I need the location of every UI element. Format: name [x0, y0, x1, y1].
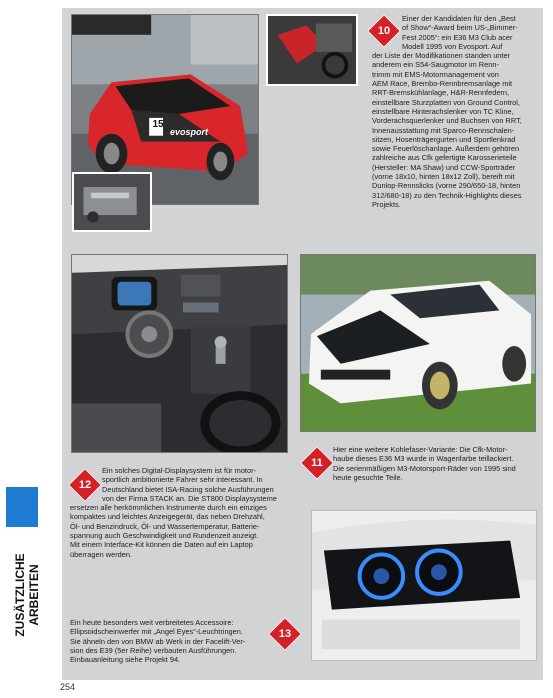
brand-decal: evosport	[170, 127, 209, 137]
caption-12: Ein solches Digital-Displaysystem ist für motor- sportlich ambitionierte Fahrer sehr interessant. In Deutschland bietet ISA-Racing solche Ausführungen von der Firma STACK an. Die ST800 Displaysysteme ersetzen alle herkömmlichen Instrumente durch ein einziges kompaktes und leichtes Anzeigegerät, das neben Drehzahl, Öl- und Benzindruck, Öl- und Wassertemperatur, Batterie- spannung auch Geschwindigkeit und Rundenzeit anzeigt. Mit einem Interface-Kit können die Daten auf ein Laptop überragen werden.	[70, 466, 277, 559]
caption-number-12: 12	[68, 468, 102, 502]
cockpit-inset-photo	[266, 14, 358, 86]
headlights-photo	[311, 510, 537, 661]
white-m3-photo	[300, 254, 536, 432]
section-color-block	[6, 487, 38, 527]
caption-number-10: 10	[367, 14, 401, 48]
page-number: 254	[60, 682, 76, 692]
caption-number-13: 13	[268, 617, 302, 651]
dashboard-photo	[71, 254, 288, 453]
caption-13: Ein heute besonders weit verbreitetes Accessoire: Ellipsoidscheinwerfer mit „Angel Eyes“-Leuchtringen. Sie ähneln den von BMW ab Werk in der Facelift-Ver- sion des E39 (5er Reihe) verbauten Ausführungen. Einbauanleitung siehe Projekt 94.	[70, 618, 246, 665]
car-number: 15	[152, 119, 164, 130]
caption-10: Einer der Kandidaten für den „Best of Show“-Award beim US-„Bimmer- Fest 2005“: ein E36 M3 Club acer Modell 1995 von Evosport. Auf der Liste der Modifikationen standen unter anderem ein S54-Saugmotor im Renn- trimm mit EMS-Motormanagement von AEM Race, Brembo-Rennbremsanlage mit RRT-Bremskühlanlage, H&R-Rennfedern, einstellbare Sturzplatten von Ground Control, einstellbare Hinterachslenker von TC Kline, Vorderachsquerlenker und Buchsen von RRT, Innenausstattung mit Sparco-Rennschalen- sitzen, Hosenträgergurten und Sportlenkrad sowie Feuerlöschanlage. Außerdem gehören zahlreiche aus Cfk gefertigte Karosserieteile (Hersteller: MA Shaw) und CCW-Sporträder (vorne 18x10, hinten 18x12 Zoll), bereift mit Dunlop-Rennslicks (vorne 290/650-18, hinten 312/680-18) zu den Technik-Highlights dieses Projekts.	[372, 14, 522, 209]
section-label: ZUSÄTZLICHE ARBEITEN	[13, 553, 41, 637]
caption-11: Hier eine weitere Kohlefaser-Variante: Die Cfk-Motor- haube dieses E36 M3 wurde in Wagenfarbe teillackiert. Die serienmäßigen M3-Motorsport-Räder von 1995 sind heute gesuchte Teile.	[333, 445, 516, 482]
engine-inset-photo	[72, 172, 152, 232]
caption-number-11: 11	[300, 446, 334, 480]
